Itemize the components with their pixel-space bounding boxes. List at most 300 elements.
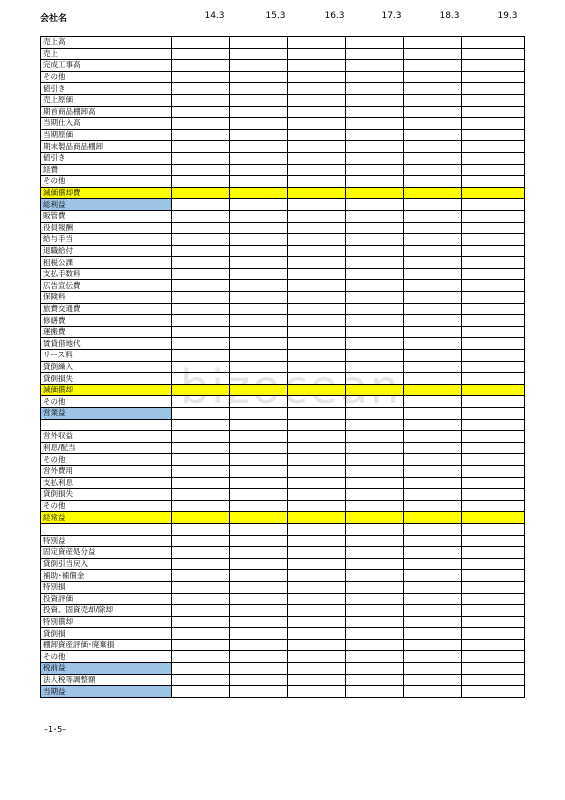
value-cell[interactable] <box>462 83 525 95</box>
row-label[interactable]: 特別益 <box>41 535 172 547</box>
value-cell[interactable] <box>404 303 462 315</box>
value-cell[interactable] <box>172 605 230 617</box>
value-cell[interactable] <box>172 292 230 304</box>
value-cell[interactable] <box>462 245 525 257</box>
value-cell[interactable] <box>288 37 346 49</box>
value-cell[interactable] <box>462 187 525 199</box>
value-cell[interactable] <box>404 477 462 489</box>
value-cell[interactable] <box>462 605 525 617</box>
value-cell[interactable] <box>288 674 346 686</box>
value-cell[interactable] <box>172 442 230 454</box>
row-label[interactable]: 税前益 <box>41 663 172 675</box>
value-cell[interactable] <box>462 292 525 304</box>
value-cell[interactable] <box>346 396 404 408</box>
value-cell[interactable] <box>404 628 462 640</box>
value-cell[interactable] <box>346 605 404 617</box>
value-cell[interactable] <box>404 94 462 106</box>
row-label[interactable]: 租税公課 <box>41 257 172 269</box>
value-cell[interactable] <box>346 547 404 559</box>
value-cell[interactable] <box>346 245 404 257</box>
row-label[interactable]: 棚卸資産評価･廃棄損 <box>41 639 172 651</box>
value-cell[interactable] <box>404 129 462 141</box>
value-cell[interactable] <box>288 164 346 176</box>
value-cell[interactable] <box>172 373 230 385</box>
value-cell[interactable] <box>172 674 230 686</box>
value-cell[interactable] <box>288 106 346 118</box>
value-cell[interactable] <box>230 280 288 292</box>
value-cell[interactable] <box>230 639 288 651</box>
value-cell[interactable] <box>172 663 230 675</box>
value-cell[interactable] <box>230 477 288 489</box>
value-cell[interactable] <box>230 37 288 49</box>
value-cell[interactable] <box>462 361 525 373</box>
value-cell[interactable] <box>288 361 346 373</box>
value-cell[interactable] <box>230 686 288 698</box>
value-cell[interactable] <box>462 48 525 60</box>
value-cell[interactable] <box>404 396 462 408</box>
value-cell[interactable] <box>404 118 462 130</box>
value-cell[interactable] <box>404 616 462 628</box>
value-cell[interactable] <box>462 315 525 327</box>
value-cell[interactable] <box>404 651 462 663</box>
value-cell[interactable] <box>230 350 288 362</box>
value-cell[interactable] <box>462 234 525 246</box>
value-cell[interactable] <box>346 118 404 130</box>
value-cell[interactable] <box>172 199 230 211</box>
value-cell[interactable] <box>404 465 462 477</box>
value-cell[interactable] <box>346 454 404 466</box>
value-cell[interactable] <box>346 338 404 350</box>
value-cell[interactable] <box>462 570 525 582</box>
value-cell[interactable] <box>346 94 404 106</box>
value-cell[interactable] <box>230 628 288 640</box>
value-cell[interactable] <box>230 222 288 234</box>
value-cell[interactable] <box>404 663 462 675</box>
value-cell[interactable] <box>462 164 525 176</box>
value-cell[interactable] <box>462 674 525 686</box>
value-cell[interactable] <box>288 570 346 582</box>
value-cell[interactable] <box>346 315 404 327</box>
value-cell[interactable] <box>172 547 230 559</box>
value-cell[interactable] <box>288 245 346 257</box>
value-cell[interactable] <box>404 245 462 257</box>
value-cell[interactable] <box>346 60 404 72</box>
value-cell[interactable] <box>346 129 404 141</box>
value-cell[interactable] <box>346 616 404 628</box>
value-cell[interactable] <box>230 164 288 176</box>
value-cell[interactable] <box>288 257 346 269</box>
value-cell[interactable] <box>172 581 230 593</box>
value-cell[interactable] <box>288 419 346 431</box>
row-label[interactable]: 支払手数料 <box>41 268 172 280</box>
row-label[interactable]: 売上原価 <box>41 94 172 106</box>
value-cell[interactable] <box>230 431 288 443</box>
value-cell[interactable] <box>404 373 462 385</box>
value-cell[interactable] <box>230 442 288 454</box>
row-label[interactable]: 減価償却費 <box>41 187 172 199</box>
value-cell[interactable] <box>288 547 346 559</box>
value-cell[interactable] <box>172 245 230 257</box>
value-cell[interactable] <box>404 268 462 280</box>
value-cell[interactable] <box>288 199 346 211</box>
value-cell[interactable] <box>172 176 230 188</box>
value-cell[interactable] <box>462 616 525 628</box>
value-cell[interactable] <box>346 570 404 582</box>
value-cell[interactable] <box>404 523 462 535</box>
value-cell[interactable] <box>172 152 230 164</box>
value-cell[interactable] <box>346 361 404 373</box>
value-cell[interactable] <box>346 384 404 396</box>
value-cell[interactable] <box>462 71 525 83</box>
row-label[interactable]: 当期仕入高 <box>41 118 172 130</box>
value-cell[interactable] <box>346 373 404 385</box>
value-cell[interactable] <box>288 338 346 350</box>
row-label[interactable]: その他 <box>41 500 172 512</box>
value-cell[interactable] <box>346 581 404 593</box>
value-cell[interactable] <box>346 303 404 315</box>
value-cell[interactable] <box>462 280 525 292</box>
value-cell[interactable] <box>404 176 462 188</box>
value-cell[interactable] <box>462 663 525 675</box>
value-cell[interactable] <box>288 326 346 338</box>
value-cell[interactable] <box>230 558 288 570</box>
value-cell[interactable] <box>230 234 288 246</box>
value-cell[interactable] <box>462 593 525 605</box>
value-cell[interactable] <box>288 384 346 396</box>
value-cell[interactable] <box>462 326 525 338</box>
value-cell[interactable] <box>462 129 525 141</box>
row-label[interactable]: 固定資産処分益 <box>41 547 172 559</box>
value-cell[interactable] <box>288 141 346 153</box>
value-cell[interactable] <box>288 118 346 130</box>
value-cell[interactable] <box>230 547 288 559</box>
value-cell[interactable] <box>230 48 288 60</box>
value-cell[interactable] <box>288 500 346 512</box>
value-cell[interactable] <box>172 361 230 373</box>
row-label[interactable]: 投資、固資売却/除却 <box>41 605 172 617</box>
value-cell[interactable] <box>404 234 462 246</box>
row-label[interactable]: 売上高 <box>41 37 172 49</box>
value-cell[interactable] <box>462 373 525 385</box>
value-cell[interactable] <box>462 257 525 269</box>
value-cell[interactable] <box>172 303 230 315</box>
value-cell[interactable] <box>404 48 462 60</box>
value-cell[interactable] <box>404 152 462 164</box>
value-cell[interactable] <box>288 535 346 547</box>
value-cell[interactable] <box>346 512 404 524</box>
row-label[interactable]: 経常益 <box>41 512 172 524</box>
value-cell[interactable] <box>172 593 230 605</box>
value-cell[interactable] <box>404 408 462 420</box>
value-cell[interactable] <box>230 176 288 188</box>
value-cell[interactable] <box>288 373 346 385</box>
value-cell[interactable] <box>288 222 346 234</box>
value-cell[interactable] <box>230 373 288 385</box>
value-cell[interactable] <box>346 489 404 501</box>
value-cell[interactable] <box>288 489 346 501</box>
row-label[interactable]: 広告宣伝費 <box>41 280 172 292</box>
value-cell[interactable] <box>462 60 525 72</box>
row-label[interactable]: 貸倒損 <box>41 628 172 640</box>
value-cell[interactable] <box>288 83 346 95</box>
value-cell[interactable] <box>346 234 404 246</box>
value-cell[interactable] <box>462 141 525 153</box>
row-label[interactable]: 値引き <box>41 83 172 95</box>
value-cell[interactable] <box>346 465 404 477</box>
value-cell[interactable] <box>172 639 230 651</box>
value-cell[interactable] <box>462 489 525 501</box>
value-cell[interactable] <box>404 419 462 431</box>
value-cell[interactable] <box>230 106 288 118</box>
row-label[interactable]: 補助･補償金 <box>41 570 172 582</box>
value-cell[interactable] <box>462 454 525 466</box>
value-cell[interactable] <box>404 489 462 501</box>
row-label[interactable] <box>41 523 172 535</box>
value-cell[interactable] <box>172 94 230 106</box>
value-cell[interactable] <box>462 686 525 698</box>
row-label[interactable]: 貸倒損失 <box>41 373 172 385</box>
value-cell[interactable] <box>346 222 404 234</box>
value-cell[interactable] <box>288 60 346 72</box>
value-cell[interactable] <box>346 257 404 269</box>
value-cell[interactable] <box>404 384 462 396</box>
row-label[interactable]: 特別償却 <box>41 616 172 628</box>
row-label[interactable]: 旅費交通費 <box>41 303 172 315</box>
value-cell[interactable] <box>462 268 525 280</box>
value-cell[interactable] <box>172 234 230 246</box>
value-cell[interactable] <box>346 431 404 443</box>
value-cell[interactable] <box>404 361 462 373</box>
value-cell[interactable] <box>404 512 462 524</box>
value-cell[interactable] <box>462 535 525 547</box>
value-cell[interactable] <box>404 60 462 72</box>
value-cell[interactable] <box>346 628 404 640</box>
row-label[interactable]: 給与手当 <box>41 234 172 246</box>
value-cell[interactable] <box>346 674 404 686</box>
value-cell[interactable] <box>288 234 346 246</box>
value-cell[interactable] <box>172 408 230 420</box>
value-cell[interactable] <box>288 71 346 83</box>
value-cell[interactable] <box>404 315 462 327</box>
row-label[interactable]: 賃貸借地代 <box>41 338 172 350</box>
value-cell[interactable] <box>462 210 525 222</box>
value-cell[interactable] <box>172 431 230 443</box>
value-cell[interactable] <box>230 199 288 211</box>
value-cell[interactable] <box>462 384 525 396</box>
value-cell[interactable] <box>230 674 288 686</box>
value-cell[interactable] <box>462 37 525 49</box>
value-cell[interactable] <box>288 431 346 443</box>
row-label[interactable]: その他 <box>41 396 172 408</box>
value-cell[interactable] <box>346 71 404 83</box>
value-cell[interactable] <box>288 408 346 420</box>
value-cell[interactable] <box>346 593 404 605</box>
value-cell[interactable] <box>172 71 230 83</box>
value-cell[interactable] <box>288 48 346 60</box>
value-cell[interactable] <box>462 639 525 651</box>
value-cell[interactable] <box>230 396 288 408</box>
value-cell[interactable] <box>404 535 462 547</box>
value-cell[interactable] <box>230 60 288 72</box>
row-label[interactable]: 貸倒引当戻入 <box>41 558 172 570</box>
value-cell[interactable] <box>288 210 346 222</box>
value-cell[interactable] <box>346 176 404 188</box>
value-cell[interactable] <box>172 489 230 501</box>
row-label[interactable]: 修繕費 <box>41 315 172 327</box>
value-cell[interactable] <box>462 500 525 512</box>
value-cell[interactable] <box>230 210 288 222</box>
value-cell[interactable] <box>346 326 404 338</box>
value-cell[interactable] <box>172 326 230 338</box>
value-cell[interactable] <box>462 94 525 106</box>
value-cell[interactable] <box>172 118 230 130</box>
value-cell[interactable] <box>230 581 288 593</box>
value-cell[interactable] <box>230 616 288 628</box>
value-cell[interactable] <box>346 419 404 431</box>
value-cell[interactable] <box>462 350 525 362</box>
value-cell[interactable] <box>230 83 288 95</box>
row-label[interactable]: 値引き <box>41 152 172 164</box>
value-cell[interactable] <box>172 60 230 72</box>
row-label[interactable]: 総利益 <box>41 199 172 211</box>
row-label[interactable]: その他 <box>41 651 172 663</box>
value-cell[interactable] <box>288 605 346 617</box>
row-label[interactable]: 減価償却 <box>41 384 172 396</box>
value-cell[interactable] <box>172 83 230 95</box>
value-cell[interactable] <box>288 315 346 327</box>
row-label[interactable]: 利息/配当 <box>41 442 172 454</box>
row-label[interactable]: 当期原価 <box>41 129 172 141</box>
row-label[interactable]: 期首商品棚卸高 <box>41 106 172 118</box>
value-cell[interactable] <box>404 547 462 559</box>
value-cell[interactable] <box>462 628 525 640</box>
value-cell[interactable] <box>404 639 462 651</box>
value-cell[interactable] <box>462 477 525 489</box>
value-cell[interactable] <box>172 268 230 280</box>
row-label[interactable]: 売上 <box>41 48 172 60</box>
value-cell[interactable] <box>172 48 230 60</box>
row-label[interactable]: その他 <box>41 176 172 188</box>
value-cell[interactable] <box>230 570 288 582</box>
value-cell[interactable] <box>462 408 525 420</box>
value-cell[interactable] <box>404 570 462 582</box>
value-cell[interactable] <box>172 210 230 222</box>
row-label[interactable]: 営外費用 <box>41 465 172 477</box>
value-cell[interactable] <box>404 280 462 292</box>
value-cell[interactable] <box>346 350 404 362</box>
value-cell[interactable] <box>288 292 346 304</box>
value-cell[interactable] <box>462 523 525 535</box>
value-cell[interactable] <box>172 141 230 153</box>
value-cell[interactable] <box>346 210 404 222</box>
value-cell[interactable] <box>346 83 404 95</box>
value-cell[interactable] <box>230 292 288 304</box>
value-cell[interactable] <box>172 257 230 269</box>
row-label[interactable]: 販管費 <box>41 210 172 222</box>
value-cell[interactable] <box>404 686 462 698</box>
value-cell[interactable] <box>462 442 525 454</box>
row-label[interactable]: 法人税等調整額 <box>41 674 172 686</box>
value-cell[interactable] <box>346 280 404 292</box>
value-cell[interactable] <box>346 477 404 489</box>
value-cell[interactable] <box>346 408 404 420</box>
row-label[interactable]: 支払利息 <box>41 477 172 489</box>
value-cell[interactable] <box>172 280 230 292</box>
value-cell[interactable] <box>462 465 525 477</box>
value-cell[interactable] <box>230 361 288 373</box>
value-cell[interactable] <box>404 581 462 593</box>
value-cell[interactable] <box>288 303 346 315</box>
value-cell[interactable] <box>288 129 346 141</box>
value-cell[interactable] <box>230 465 288 477</box>
value-cell[interactable] <box>404 674 462 686</box>
value-cell[interactable] <box>172 570 230 582</box>
value-cell[interactable] <box>462 152 525 164</box>
value-cell[interactable] <box>172 651 230 663</box>
value-cell[interactable] <box>230 245 288 257</box>
row-label[interactable]: 経費 <box>41 164 172 176</box>
value-cell[interactable] <box>172 477 230 489</box>
value-cell[interactable] <box>172 616 230 628</box>
value-cell[interactable] <box>462 396 525 408</box>
value-cell[interactable] <box>230 315 288 327</box>
value-cell[interactable] <box>230 129 288 141</box>
value-cell[interactable] <box>288 628 346 640</box>
value-cell[interactable] <box>230 419 288 431</box>
value-cell[interactable] <box>288 94 346 106</box>
value-cell[interactable] <box>346 500 404 512</box>
value-cell[interactable] <box>462 118 525 130</box>
value-cell[interactable] <box>230 593 288 605</box>
value-cell[interactable] <box>346 187 404 199</box>
value-cell[interactable] <box>346 663 404 675</box>
value-cell[interactable] <box>172 523 230 535</box>
row-label[interactable]: 営外収益 <box>41 431 172 443</box>
value-cell[interactable] <box>404 442 462 454</box>
value-cell[interactable] <box>230 605 288 617</box>
value-cell[interactable] <box>288 396 346 408</box>
value-cell[interactable] <box>172 222 230 234</box>
value-cell[interactable] <box>288 176 346 188</box>
value-cell[interactable] <box>172 396 230 408</box>
value-cell[interactable] <box>172 686 230 698</box>
value-cell[interactable] <box>462 558 525 570</box>
value-cell[interactable] <box>346 535 404 547</box>
value-cell[interactable] <box>346 686 404 698</box>
value-cell[interactable] <box>288 454 346 466</box>
value-cell[interactable] <box>172 37 230 49</box>
row-label[interactable]: その他 <box>41 454 172 466</box>
value-cell[interactable] <box>288 558 346 570</box>
value-cell[interactable] <box>462 547 525 559</box>
value-cell[interactable] <box>172 535 230 547</box>
row-label[interactable]: 期末製品商品棚卸 <box>41 141 172 153</box>
row-label[interactable]: 貸倒損失 <box>41 489 172 501</box>
value-cell[interactable] <box>346 292 404 304</box>
value-cell[interactable] <box>230 489 288 501</box>
value-cell[interactable] <box>288 477 346 489</box>
value-cell[interactable] <box>346 442 404 454</box>
value-cell[interactable] <box>346 37 404 49</box>
value-cell[interactable] <box>462 419 525 431</box>
value-cell[interactable] <box>346 268 404 280</box>
value-cell[interactable] <box>346 106 404 118</box>
value-cell[interactable] <box>404 454 462 466</box>
value-cell[interactable] <box>230 408 288 420</box>
value-cell[interactable] <box>462 651 525 663</box>
value-cell[interactable] <box>288 512 346 524</box>
value-cell[interactable] <box>172 129 230 141</box>
